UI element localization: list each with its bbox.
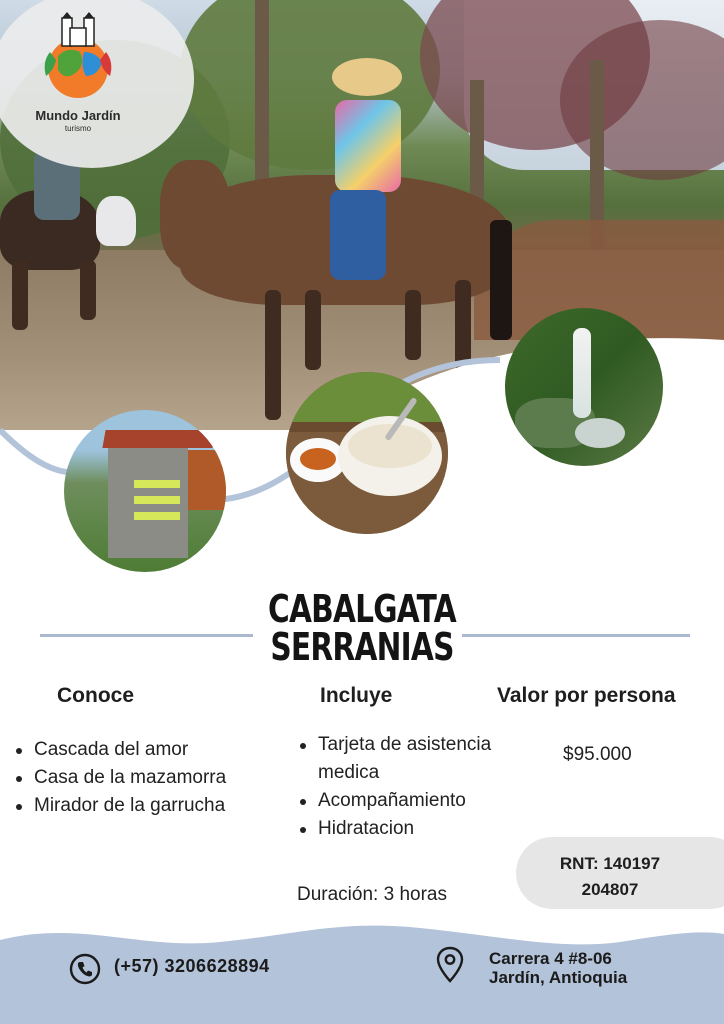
photo-casa-mazamorra [64,410,226,572]
rnt-line-1: RNT: 140197 [559,854,661,873]
phone-icon [69,953,101,985]
list-item: Acompañamiento [298,787,518,815]
address-line-2: Jardín, Antioquia [489,968,628,987]
title-divider-right [462,634,690,637]
logo-title: Mundo Jardín [35,108,121,123]
rnt-line-2: 204807 [581,880,639,899]
photo-waterfall [505,308,663,466]
price-value: $95.000 [563,744,632,765]
logo-subtitle: turismo [64,124,92,133]
incluye-list [298,731,518,843]
conoce-list [14,736,294,820]
page-title [80,587,645,669]
list-item: Cascada del amor [14,736,294,764]
phone-number[interactable]: (+57) 3206628894 [114,956,270,976]
list-item: Hidratacion [298,815,518,843]
heading-incluye: Incluye [320,684,393,707]
duration-text: Duración: 3 horas [297,884,447,905]
title-divider-left [40,634,253,637]
globe-church-icon [36,12,120,102]
list-item: Casa de la mazamorra [14,764,294,792]
address [489,949,627,987]
list-item: Mirador de la garrucha [14,792,294,820]
location-pin-icon [436,946,464,984]
title-line-1: CABALGATA [268,587,456,631]
address-line-1: Carrera 4 #8-06 [489,949,612,968]
list-item: Tarjeta de asistencia medica [298,731,518,787]
photo-mazamorra-bowl [286,372,448,534]
title-line-2: SERRANIAS [270,625,454,669]
heading-conoce: Conoce [57,684,135,707]
heading-valor: Valor por persona [497,684,676,707]
rnt-text [552,851,668,903]
